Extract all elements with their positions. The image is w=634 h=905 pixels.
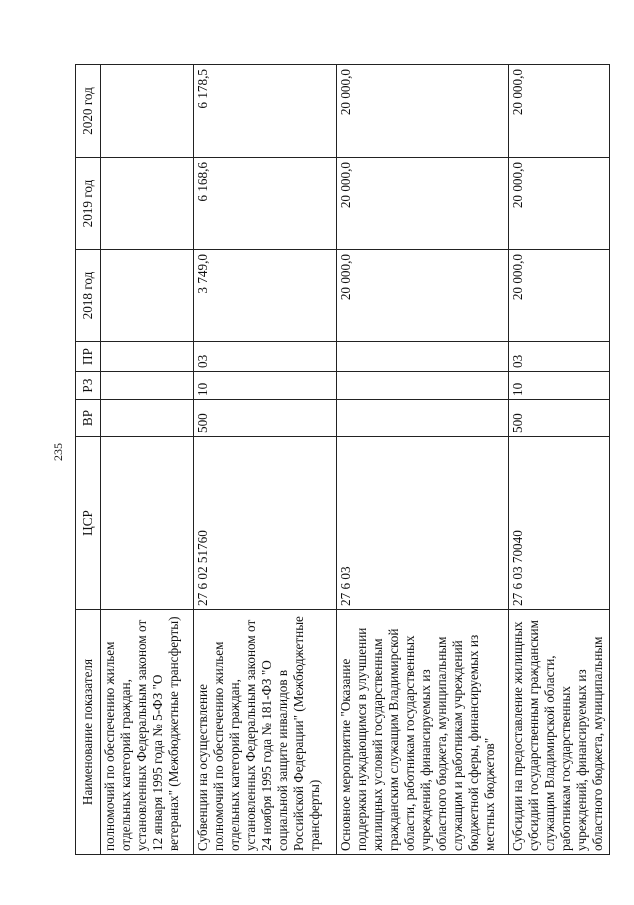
header-row xyxy=(76,65,101,855)
row-csr: 27 6 02 51760 xyxy=(193,437,336,610)
table-row xyxy=(101,65,194,855)
row-vr: 500 xyxy=(193,400,336,437)
budget-table xyxy=(75,64,610,855)
header-vr: ВР xyxy=(76,400,101,437)
header-2019: 2019 год xyxy=(76,158,101,250)
row-2020: 20 000,0 xyxy=(337,65,509,158)
row-name: Субвенции на осуществление полномочий по обеспечению жильем отдельных категорий граждан, установленных Федеральным законом от 24 ноября 1995 года № 181-ФЗ "О социальной защите инвалидов в Российской Федерации" (Межбюджетные трансферты) xyxy=(193,610,336,855)
row-2018: 20 000,0 xyxy=(337,250,509,342)
row-vr xyxy=(337,400,509,437)
header-name: Наименование показателя xyxy=(76,610,101,855)
row-2018 xyxy=(101,250,194,342)
row-name: Основное мероприятие "Оказание поддержки нуждающимся в улучшении жилищных условий государственным гражданским служащим Владимирской области, работникам государственных учреждений, финансируемых из областного бюджета, муниципальным служащим и работникам учреждений бюджетной сферы, финансируемых из местных бюджетов" xyxy=(337,610,509,855)
row-rz xyxy=(337,372,509,400)
header-2020: 2020 год xyxy=(76,65,101,158)
header-2018: 2018 год xyxy=(76,250,101,342)
row-rz: 10 xyxy=(508,372,609,400)
row-name: полномочий по обеспечению жильем отдельных категорий граждан, установленных Федеральным законом от 12 января 1995 года № 5-ФЗ "О ветеранах" (Межбюджетные трансферты) xyxy=(101,610,194,855)
row-pr xyxy=(337,342,509,372)
row-name: Субсидии на предоставление жилищных субсидий государственным гражданским служащим Владимирской области, работникам государственных учреждений, финансируемых из областного бюджета, муниципальным xyxy=(508,610,609,855)
row-2020: 6 178,5 xyxy=(193,65,336,158)
row-2019: 20 000,0 xyxy=(508,158,609,250)
row-2019: 6 168,6 xyxy=(193,158,336,250)
row-2020 xyxy=(101,65,194,158)
row-2019 xyxy=(101,158,194,250)
header-csr: ЦСР xyxy=(76,437,101,610)
row-csr: 27 6 03 70040 xyxy=(508,437,609,610)
table-row xyxy=(337,65,509,855)
rotated-table-container xyxy=(75,65,610,855)
row-pr xyxy=(101,342,194,372)
header-rz: РЗ xyxy=(76,372,101,400)
row-pr: 03 xyxy=(193,342,336,372)
row-vr xyxy=(101,400,194,437)
table-row xyxy=(508,65,609,855)
table-row xyxy=(193,65,336,855)
row-2020: 20 000,0 xyxy=(508,65,609,158)
row-2018: 20 000,0 xyxy=(508,250,609,342)
row-2019: 20 000,0 xyxy=(337,158,509,250)
row-csr xyxy=(101,437,194,610)
page-number: 235 xyxy=(51,443,65,461)
row-rz xyxy=(101,372,194,400)
header-pr: ПР xyxy=(76,342,101,372)
row-rz: 10 xyxy=(193,372,336,400)
row-pr: 03 xyxy=(508,342,609,372)
row-vr: 500 xyxy=(508,400,609,437)
row-2018: 3 749,0 xyxy=(193,250,336,342)
row-csr: 27 6 03 xyxy=(337,437,509,610)
